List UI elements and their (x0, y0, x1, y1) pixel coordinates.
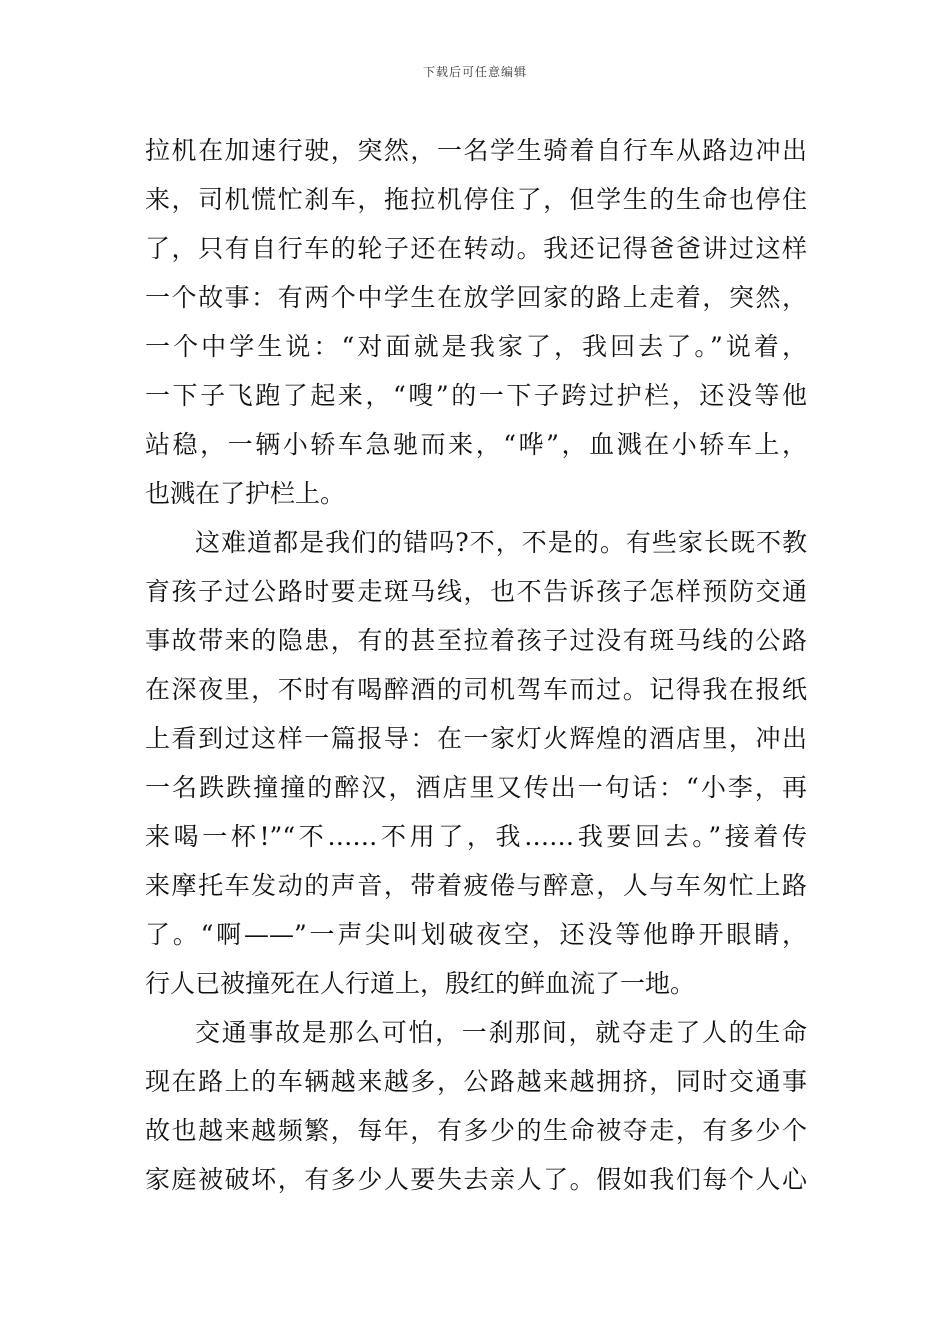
document-body (145, 126, 807, 1204)
text-line: 现在路上的车辆越来越多，公路越来越拥挤，同时交通事 (145, 1067, 807, 1096)
text-line: 来摩托车发动的声音，带着疲倦与醉意，人与车匆忙上路 (145, 871, 807, 900)
text-line: 上看到过这样一篇报导：在一家灯火辉煌的酒店里，冲出 (145, 724, 807, 753)
text-line: 也溅在了护栏上。 (145, 479, 346, 508)
paragraph (145, 1008, 807, 1204)
paragraph (145, 518, 807, 1008)
text-line: 故也越来越频繁，每年，有多少的生命被夺走，有多少个 (145, 1116, 807, 1145)
text-line: 在深夜里，不时有喝醉酒的司机驾车而过。记得我在报纸 (145, 675, 807, 704)
text-line: 站稳，一辆小轿车急驰而来，“哗”，血溅在小轿车上， (145, 430, 807, 459)
text-line: 育孩子过公路时要走斑马线，也不告诉孩子怎样预防交通 (145, 577, 807, 606)
text-line: 家庭被破坏，有多少人要失去亲人了。假如我们每个人心 (145, 1165, 807, 1194)
text-line: 事故带来的隐患，有的甚至拉着孩子过没有斑马线的公路 (145, 626, 807, 655)
text-line: 拉机在加速行驶，突然，一名学生骑着自行车从路边冲出 (145, 136, 807, 165)
paragraph (145, 126, 807, 518)
text-line: 一个故事：有两个中学生在放学回家的路上走着，突然， (145, 283, 807, 312)
text-line: 来喝一杯!”“不……不用了，我……我要回去。”接着传 (145, 822, 807, 851)
text-line: 一个中学生说：“对面就是我家了，我回去了。”说着， (145, 332, 807, 361)
text-line: 一名跌跌撞撞的醉汉，酒店里又传出一句话：“小李，再 (145, 773, 807, 802)
text-line: 这难道都是我们的错吗?不，不是的。有些家长既不教 (195, 528, 807, 557)
text-line: 了。“啊——”一声尖叫划破夜空，还没等他睁开眼睛， (145, 920, 807, 949)
text-line: 了，只有自行车的轮子还在转动。我还记得爸爸讲过这样 (145, 234, 807, 263)
text-line: 行人已被撞死在人行道上，殷红的鲜血流了一地。 (145, 969, 696, 998)
text-line: 来，司机慌忙刹车，拖拉机停住了，但学生的生命也停住 (145, 185, 807, 214)
page-header: 下载后可任意编辑 (422, 65, 527, 79)
text-line: 一下子飞跑了起来，“嗖”的一下子跨过护栏，还没等他 (145, 381, 807, 410)
text-line: 交通事故是那么可怕，一刹那间，就夺走了人的生命 (195, 1018, 807, 1047)
